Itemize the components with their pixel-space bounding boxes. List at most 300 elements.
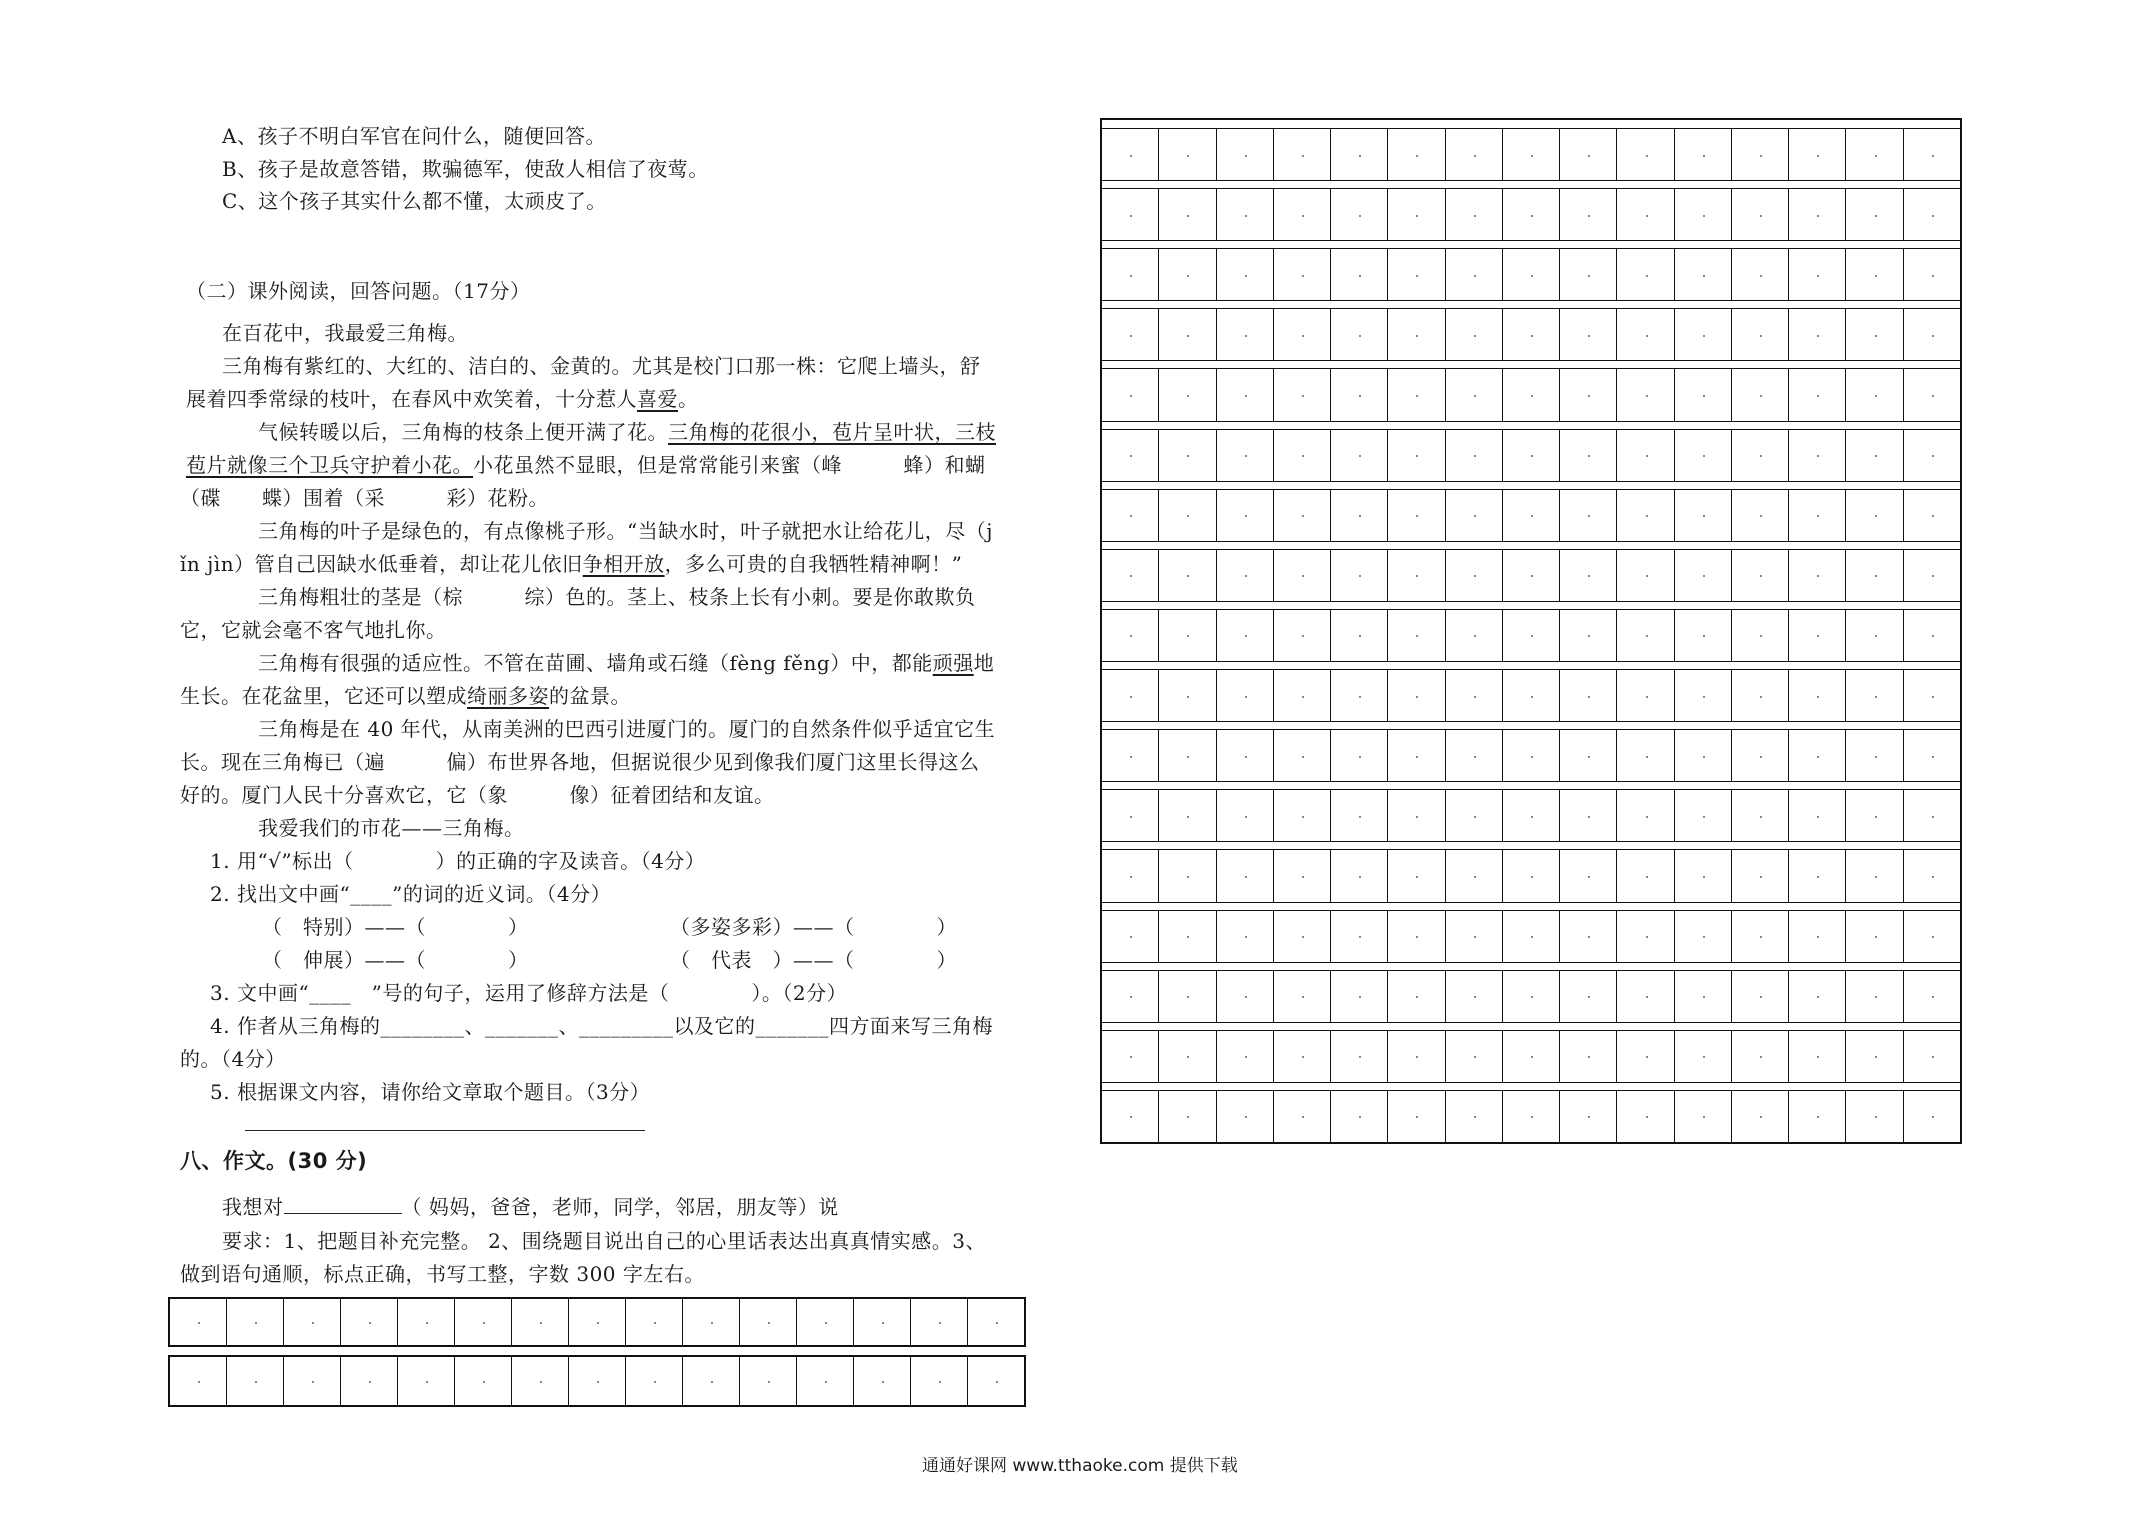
- grid-cell[interactable]: [1217, 490, 1274, 541]
- grid-cell[interactable]: [1388, 490, 1445, 541]
- grid-cell[interactable]: [1503, 309, 1560, 360]
- grid-cell[interactable]: [1159, 550, 1216, 601]
- grid-cell[interactable]: [1388, 129, 1445, 180]
- grid-cell[interactable]: [1789, 249, 1846, 300]
- grid-cell[interactable]: [1102, 550, 1159, 601]
- grid-cell[interactable]: [1617, 610, 1674, 661]
- grid-cell[interactable]: [1675, 610, 1732, 661]
- grid-cell[interactable]: [1617, 1031, 1674, 1082]
- grid-cell[interactable]: [740, 1357, 797, 1405]
- grid-cell[interactable]: [1331, 129, 1388, 180]
- grid-cell[interactable]: [455, 1299, 512, 1345]
- grid-cell[interactable]: [1904, 730, 1960, 781]
- grid-cell[interactable]: [1388, 1031, 1445, 1082]
- grid-cell[interactable]: [1732, 971, 1789, 1022]
- grid-cell[interactable]: [1789, 1031, 1846, 1082]
- grid-cell[interactable]: [1217, 1031, 1274, 1082]
- grid-cell[interactable]: [512, 1299, 569, 1345]
- grid-cell[interactable]: [1617, 730, 1674, 781]
- grid-cell[interactable]: [1617, 369, 1674, 420]
- grid-cell[interactable]: [1503, 249, 1560, 300]
- grid-cell[interactable]: [1102, 670, 1159, 721]
- grid-cell[interactable]: [1617, 670, 1674, 721]
- grid-cell[interactable]: [1331, 309, 1388, 360]
- grid-cell[interactable]: [1675, 911, 1732, 962]
- grid-cell[interactable]: [1560, 850, 1617, 901]
- grid-cell[interactable]: [626, 1299, 683, 1345]
- grid-cell[interactable]: [1904, 550, 1960, 601]
- grid-cell[interactable]: [1846, 1091, 1903, 1142]
- grid-row[interactable]: [1102, 970, 1960, 1022]
- grid-cell[interactable]: [1617, 550, 1674, 601]
- grid-cell[interactable]: [1789, 1091, 1846, 1142]
- grid-cell[interactable]: [1159, 369, 1216, 420]
- grid-cell[interactable]: [1331, 790, 1388, 841]
- grid-cell[interactable]: [1217, 309, 1274, 360]
- grid-cell[interactable]: [1617, 189, 1674, 240]
- grid-cell[interactable]: [1560, 610, 1617, 661]
- grid-cell[interactable]: [1560, 670, 1617, 721]
- grid-cell[interactable]: [1217, 971, 1274, 1022]
- grid-cell[interactable]: [1274, 490, 1331, 541]
- grid-cell[interactable]: [1274, 790, 1331, 841]
- grid-cell[interactable]: [1159, 610, 1216, 661]
- grid-cell[interactable]: [1732, 309, 1789, 360]
- grid-cell[interactable]: [1789, 790, 1846, 841]
- grid-cell[interactable]: [1388, 971, 1445, 1022]
- grid-cell[interactable]: [1331, 971, 1388, 1022]
- grid-cell[interactable]: [1102, 369, 1159, 420]
- grid-cell[interactable]: [1904, 129, 1960, 180]
- grid-cell[interactable]: [1102, 850, 1159, 901]
- grid-cell[interactable]: [1789, 911, 1846, 962]
- grid-cell[interactable]: [1388, 550, 1445, 601]
- grid-cell[interactable]: [512, 1357, 569, 1405]
- grid-cell[interactable]: [1446, 490, 1503, 541]
- grid-cell[interactable]: [1789, 850, 1846, 901]
- grid-cell[interactable]: [1560, 189, 1617, 240]
- grid-cell[interactable]: [1159, 670, 1216, 721]
- grid-cell[interactable]: [1274, 911, 1331, 962]
- grid-cell[interactable]: [1331, 189, 1388, 240]
- grid-cell[interactable]: [1503, 670, 1560, 721]
- grid-cell[interactable]: [1503, 730, 1560, 781]
- grid-cell[interactable]: [1675, 1091, 1732, 1142]
- grid-row[interactable]: [168, 1355, 1026, 1407]
- grid-cell[interactable]: [1846, 610, 1903, 661]
- grid-cell[interactable]: [968, 1357, 1024, 1405]
- grid-cell[interactable]: [1274, 610, 1331, 661]
- grid-cell[interactable]: [1217, 670, 1274, 721]
- grid-cell[interactable]: [1904, 249, 1960, 300]
- grid-cell[interactable]: [1904, 309, 1960, 360]
- grid-cell[interactable]: [1102, 730, 1159, 781]
- grid-cell[interactable]: [1732, 850, 1789, 901]
- grid-cell[interactable]: [1617, 309, 1674, 360]
- grid-cell[interactable]: [170, 1357, 227, 1405]
- grid-cell[interactable]: [1159, 490, 1216, 541]
- grid-cell[interactable]: [1732, 670, 1789, 721]
- grid-cell[interactable]: [1159, 249, 1216, 300]
- grid-cell[interactable]: [1789, 129, 1846, 180]
- grid-cell[interactable]: [1159, 1031, 1216, 1082]
- grid-cell[interactable]: [1503, 490, 1560, 541]
- grid-cell[interactable]: [1617, 971, 1674, 1022]
- grid-cell[interactable]: [455, 1357, 512, 1405]
- grid-cell[interactable]: [1560, 790, 1617, 841]
- grid-cell[interactable]: [1159, 730, 1216, 781]
- grid-cell[interactable]: [1102, 911, 1159, 962]
- grid-cell[interactable]: [1159, 850, 1216, 901]
- grid-cell[interactable]: [1331, 670, 1388, 721]
- grid-cell[interactable]: [1789, 430, 1846, 481]
- grid-row[interactable]: [1102, 489, 1960, 541]
- grid-cell[interactable]: [1675, 249, 1732, 300]
- grid-cell[interactable]: [1617, 911, 1674, 962]
- grid-cell[interactable]: [1217, 610, 1274, 661]
- grid-cell[interactable]: [1388, 309, 1445, 360]
- grid-cell[interactable]: [1159, 189, 1216, 240]
- grid-cell[interactable]: [1331, 430, 1388, 481]
- grid-cell[interactable]: [1846, 550, 1903, 601]
- grid-cell[interactable]: [1732, 550, 1789, 601]
- grid-cell[interactable]: [1274, 430, 1331, 481]
- grid-cell[interactable]: [1274, 1031, 1331, 1082]
- essay-grid-left[interactable]: [168, 1297, 1026, 1409]
- grid-cell[interactable]: [1846, 730, 1903, 781]
- grid-row[interactable]: [1102, 1090, 1960, 1142]
- grid-cell[interactable]: [284, 1299, 341, 1345]
- grid-cell[interactable]: [1388, 911, 1445, 962]
- grid-cell[interactable]: [1904, 971, 1960, 1022]
- grid-cell[interactable]: [1446, 790, 1503, 841]
- grid-cell[interactable]: [1102, 790, 1159, 841]
- grid-cell[interactable]: [1789, 550, 1846, 601]
- grid-cell[interactable]: [1846, 1031, 1903, 1082]
- grid-cell[interactable]: [1560, 1031, 1617, 1082]
- grid-cell[interactable]: [1904, 1031, 1960, 1082]
- grid-cell[interactable]: [1388, 1091, 1445, 1142]
- grid-cell[interactable]: [1846, 490, 1903, 541]
- grid-cell[interactable]: [1675, 490, 1732, 541]
- grid-cell[interactable]: [911, 1357, 968, 1405]
- grid-cell[interactable]: [1446, 369, 1503, 420]
- grid-cell[interactable]: [1331, 1091, 1388, 1142]
- grid-cell[interactable]: [1446, 1031, 1503, 1082]
- grid-cell[interactable]: [1102, 189, 1159, 240]
- grid-cell[interactable]: [1675, 369, 1732, 420]
- grid-cell[interactable]: [1904, 369, 1960, 420]
- grid-cell[interactable]: [1732, 490, 1789, 541]
- grid-cell[interactable]: [1789, 189, 1846, 240]
- grid-cell[interactable]: [1560, 129, 1617, 180]
- grid-cell[interactable]: [1217, 550, 1274, 601]
- grid-cell[interactable]: [1217, 369, 1274, 420]
- grid-cell[interactable]: [1503, 911, 1560, 962]
- grid-cell[interactable]: [1846, 309, 1903, 360]
- grid-cell[interactable]: [797, 1357, 854, 1405]
- grid-cell[interactable]: [1102, 249, 1159, 300]
- grid-cell[interactable]: [1102, 309, 1159, 360]
- grid-cell[interactable]: [1159, 790, 1216, 841]
- grid-cell[interactable]: [1159, 309, 1216, 360]
- grid-cell[interactable]: [1617, 430, 1674, 481]
- grid-cell[interactable]: [1617, 850, 1674, 901]
- grid-cell[interactable]: [1388, 369, 1445, 420]
- grid-cell[interactable]: [968, 1299, 1024, 1345]
- grid-row[interactable]: [1102, 849, 1960, 901]
- grid-cell[interactable]: [1446, 911, 1503, 962]
- grid-cell[interactable]: [1388, 610, 1445, 661]
- grid-cell[interactable]: [1331, 1031, 1388, 1082]
- grid-cell[interactable]: [1217, 430, 1274, 481]
- grid-cell[interactable]: [1846, 850, 1903, 901]
- grid-cell[interactable]: [1846, 911, 1903, 962]
- grid-cell[interactable]: [1446, 730, 1503, 781]
- grid-cell[interactable]: [1732, 249, 1789, 300]
- grid-cell[interactable]: [1217, 249, 1274, 300]
- grid-row[interactable]: [168, 1297, 1026, 1347]
- grid-cell[interactable]: [854, 1299, 911, 1345]
- grid-cell[interactable]: [1904, 790, 1960, 841]
- grid-cell[interactable]: [1675, 430, 1732, 481]
- grid-cell[interactable]: [1274, 850, 1331, 901]
- grid-cell[interactable]: [1331, 850, 1388, 901]
- grid-cell[interactable]: [1560, 309, 1617, 360]
- grid-cell[interactable]: [1274, 730, 1331, 781]
- grid-cell[interactable]: [1904, 189, 1960, 240]
- grid-cell[interactable]: [1159, 911, 1216, 962]
- grid-cell[interactable]: [227, 1299, 284, 1345]
- grid-cell[interactable]: [227, 1357, 284, 1405]
- grid-cell[interactable]: [1446, 971, 1503, 1022]
- grid-cell[interactable]: [1446, 430, 1503, 481]
- grid-cell[interactable]: [740, 1299, 797, 1345]
- grid-row[interactable]: [1102, 128, 1960, 180]
- grid-row[interactable]: [1102, 729, 1960, 781]
- grid-cell[interactable]: [1732, 730, 1789, 781]
- grid-cell[interactable]: [1217, 1091, 1274, 1142]
- grid-cell[interactable]: [1102, 129, 1159, 180]
- grid-row[interactable]: [1102, 368, 1960, 420]
- grid-cell[interactable]: [797, 1299, 854, 1345]
- grid-cell[interactable]: [1102, 1091, 1159, 1142]
- grid-cell[interactable]: [1789, 971, 1846, 1022]
- grid-cell[interactable]: [1102, 430, 1159, 481]
- grid-cell[interactable]: [1560, 490, 1617, 541]
- grid-cell[interactable]: [1446, 670, 1503, 721]
- grid-cell[interactable]: [1732, 430, 1789, 481]
- grid-cell[interactable]: [569, 1357, 626, 1405]
- grid-cell[interactable]: [1331, 550, 1388, 601]
- grid-cell[interactable]: [1446, 850, 1503, 901]
- grid-cell[interactable]: [1331, 369, 1388, 420]
- grid-cell[interactable]: [1732, 790, 1789, 841]
- grid-cell[interactable]: [1560, 730, 1617, 781]
- grid-cell[interactable]: [1503, 610, 1560, 661]
- grid-cell[interactable]: [1732, 1031, 1789, 1082]
- grid-cell[interactable]: [1904, 430, 1960, 481]
- grid-row[interactable]: [1102, 609, 1960, 661]
- grid-cell[interactable]: [1617, 129, 1674, 180]
- grid-cell[interactable]: [1560, 1091, 1617, 1142]
- grid-cell[interactable]: [1274, 189, 1331, 240]
- grid-row[interactable]: [1102, 669, 1960, 721]
- grid-cell[interactable]: [1846, 670, 1903, 721]
- grid-cell[interactable]: [1217, 129, 1274, 180]
- grid-cell[interactable]: [1675, 790, 1732, 841]
- grid-cell[interactable]: [1675, 1031, 1732, 1082]
- grid-cell[interactable]: [1159, 129, 1216, 180]
- grid-cell[interactable]: [398, 1299, 455, 1345]
- grid-cell[interactable]: [569, 1299, 626, 1345]
- grid-cell[interactable]: [1846, 249, 1903, 300]
- grid-cell[interactable]: [1446, 249, 1503, 300]
- grid-cell[interactable]: [1388, 249, 1445, 300]
- grid-cell[interactable]: [1388, 850, 1445, 901]
- grid-cell[interactable]: [1732, 369, 1789, 420]
- grid-cell[interactable]: [1331, 490, 1388, 541]
- grid-cell[interactable]: [1503, 850, 1560, 901]
- grid-cell[interactable]: [1904, 490, 1960, 541]
- grid-cell[interactable]: [1846, 790, 1903, 841]
- grid-cell[interactable]: [1159, 430, 1216, 481]
- grid-cell[interactable]: [1904, 911, 1960, 962]
- grid-cell[interactable]: [1675, 670, 1732, 721]
- grid-cell[interactable]: [1446, 189, 1503, 240]
- grid-cell[interactable]: [1503, 430, 1560, 481]
- grid-cell[interactable]: [1560, 911, 1617, 962]
- grid-cell[interactable]: [1503, 550, 1560, 601]
- grid-cell[interactable]: [1675, 850, 1732, 901]
- grid-cell[interactable]: [1617, 1091, 1674, 1142]
- grid-cell[interactable]: [1675, 309, 1732, 360]
- grid-cell[interactable]: [1503, 369, 1560, 420]
- grid-cell[interactable]: [1846, 971, 1903, 1022]
- grid-cell[interactable]: [1732, 911, 1789, 962]
- grid-row[interactable]: [1102, 910, 1960, 962]
- grid-cell[interactable]: [1675, 129, 1732, 180]
- grid-cell[interactable]: [1446, 550, 1503, 601]
- grid-cell[interactable]: [1388, 430, 1445, 481]
- grid-row[interactable]: [1102, 188, 1960, 240]
- grid-cell[interactable]: [1102, 1031, 1159, 1082]
- grid-row[interactable]: [1102, 429, 1960, 481]
- grid-row[interactable]: [1102, 248, 1960, 300]
- grid-cell[interactable]: [1732, 610, 1789, 661]
- grid-cell[interactable]: [1789, 309, 1846, 360]
- grid-cell[interactable]: [1503, 1091, 1560, 1142]
- grid-cell[interactable]: [1274, 670, 1331, 721]
- grid-cell[interactable]: [1331, 911, 1388, 962]
- grid-cell[interactable]: [1732, 189, 1789, 240]
- grid-cell[interactable]: [1789, 610, 1846, 661]
- grid-cell[interactable]: [1331, 249, 1388, 300]
- grid-cell[interactable]: [170, 1299, 227, 1345]
- grid-cell[interactable]: [1503, 189, 1560, 240]
- grid-cell[interactable]: [1732, 1091, 1789, 1142]
- grid-cell[interactable]: [1560, 369, 1617, 420]
- grid-cell[interactable]: [1331, 730, 1388, 781]
- grid-cell[interactable]: [1617, 490, 1674, 541]
- grid-cell[interactable]: [1503, 971, 1560, 1022]
- grid-cell[interactable]: [683, 1299, 740, 1345]
- grid-cell[interactable]: [1904, 850, 1960, 901]
- essay-grid-right[interactable]: [1100, 118, 1962, 1144]
- grid-cell[interactable]: [1446, 1091, 1503, 1142]
- grid-cell[interactable]: [1675, 189, 1732, 240]
- grid-row[interactable]: [1102, 1030, 1960, 1082]
- grid-cell[interactable]: [854, 1357, 911, 1405]
- grid-cell[interactable]: [1217, 911, 1274, 962]
- grid-cell[interactable]: [1388, 670, 1445, 721]
- grid-cell[interactable]: [1560, 971, 1617, 1022]
- grid-cell[interactable]: [1274, 550, 1331, 601]
- grid-row[interactable]: [1102, 549, 1960, 601]
- grid-cell[interactable]: [1904, 1091, 1960, 1142]
- grid-cell[interactable]: [1446, 309, 1503, 360]
- grid-cell[interactable]: [1388, 790, 1445, 841]
- grid-cell[interactable]: [341, 1357, 398, 1405]
- grid-cell[interactable]: [1846, 129, 1903, 180]
- grid-cell[interactable]: [1789, 670, 1846, 721]
- grid-cell[interactable]: [626, 1357, 683, 1405]
- grid-cell[interactable]: [1159, 1091, 1216, 1142]
- grid-cell[interactable]: [1274, 309, 1331, 360]
- grid-row[interactable]: [1102, 789, 1960, 841]
- grid-cell[interactable]: [284, 1357, 341, 1405]
- grid-cell[interactable]: [341, 1299, 398, 1345]
- grid-cell[interactable]: [1675, 971, 1732, 1022]
- grid-cell[interactable]: [1446, 129, 1503, 180]
- grid-cell[interactable]: [683, 1357, 740, 1405]
- essay-title-blank[interactable]: [284, 1195, 402, 1214]
- grid-cell[interactable]: [911, 1299, 968, 1345]
- grid-cell[interactable]: [1904, 670, 1960, 721]
- grid-cell[interactable]: [1102, 490, 1159, 541]
- grid-cell[interactable]: [1560, 430, 1617, 481]
- grid-cell[interactable]: [1789, 369, 1846, 420]
- grid-cell[interactable]: [1274, 129, 1331, 180]
- grid-cell[interactable]: [1217, 790, 1274, 841]
- grid-cell[interactable]: [1388, 189, 1445, 240]
- grid-cell[interactable]: [1274, 249, 1331, 300]
- grid-cell[interactable]: [1904, 610, 1960, 661]
- grid-cell[interactable]: [1789, 490, 1846, 541]
- grid-cell[interactable]: [1617, 249, 1674, 300]
- grid-cell[interactable]: [1846, 189, 1903, 240]
- grid-cell[interactable]: [1675, 730, 1732, 781]
- grid-cell[interactable]: [1503, 129, 1560, 180]
- grid-cell[interactable]: [1446, 610, 1503, 661]
- grid-cell[interactable]: [1503, 790, 1560, 841]
- grid-cell[interactable]: [1217, 730, 1274, 781]
- grid-cell[interactable]: [1560, 249, 1617, 300]
- grid-cell[interactable]: [1617, 790, 1674, 841]
- grid-cell[interactable]: [1274, 369, 1331, 420]
- grid-cell[interactable]: [1503, 1031, 1560, 1082]
- grid-cell[interactable]: [1274, 1091, 1331, 1142]
- grid-cell[interactable]: [1560, 550, 1617, 601]
- grid-cell[interactable]: [1102, 610, 1159, 661]
- answer-line-title[interactable]: [245, 1130, 645, 1131]
- grid-cell[interactable]: [1846, 369, 1903, 420]
- grid-cell[interactable]: [1217, 189, 1274, 240]
- grid-cell[interactable]: [1217, 850, 1274, 901]
- grid-cell[interactable]: [1846, 430, 1903, 481]
- grid-cell[interactable]: [1732, 129, 1789, 180]
- grid-cell[interactable]: [1331, 610, 1388, 661]
